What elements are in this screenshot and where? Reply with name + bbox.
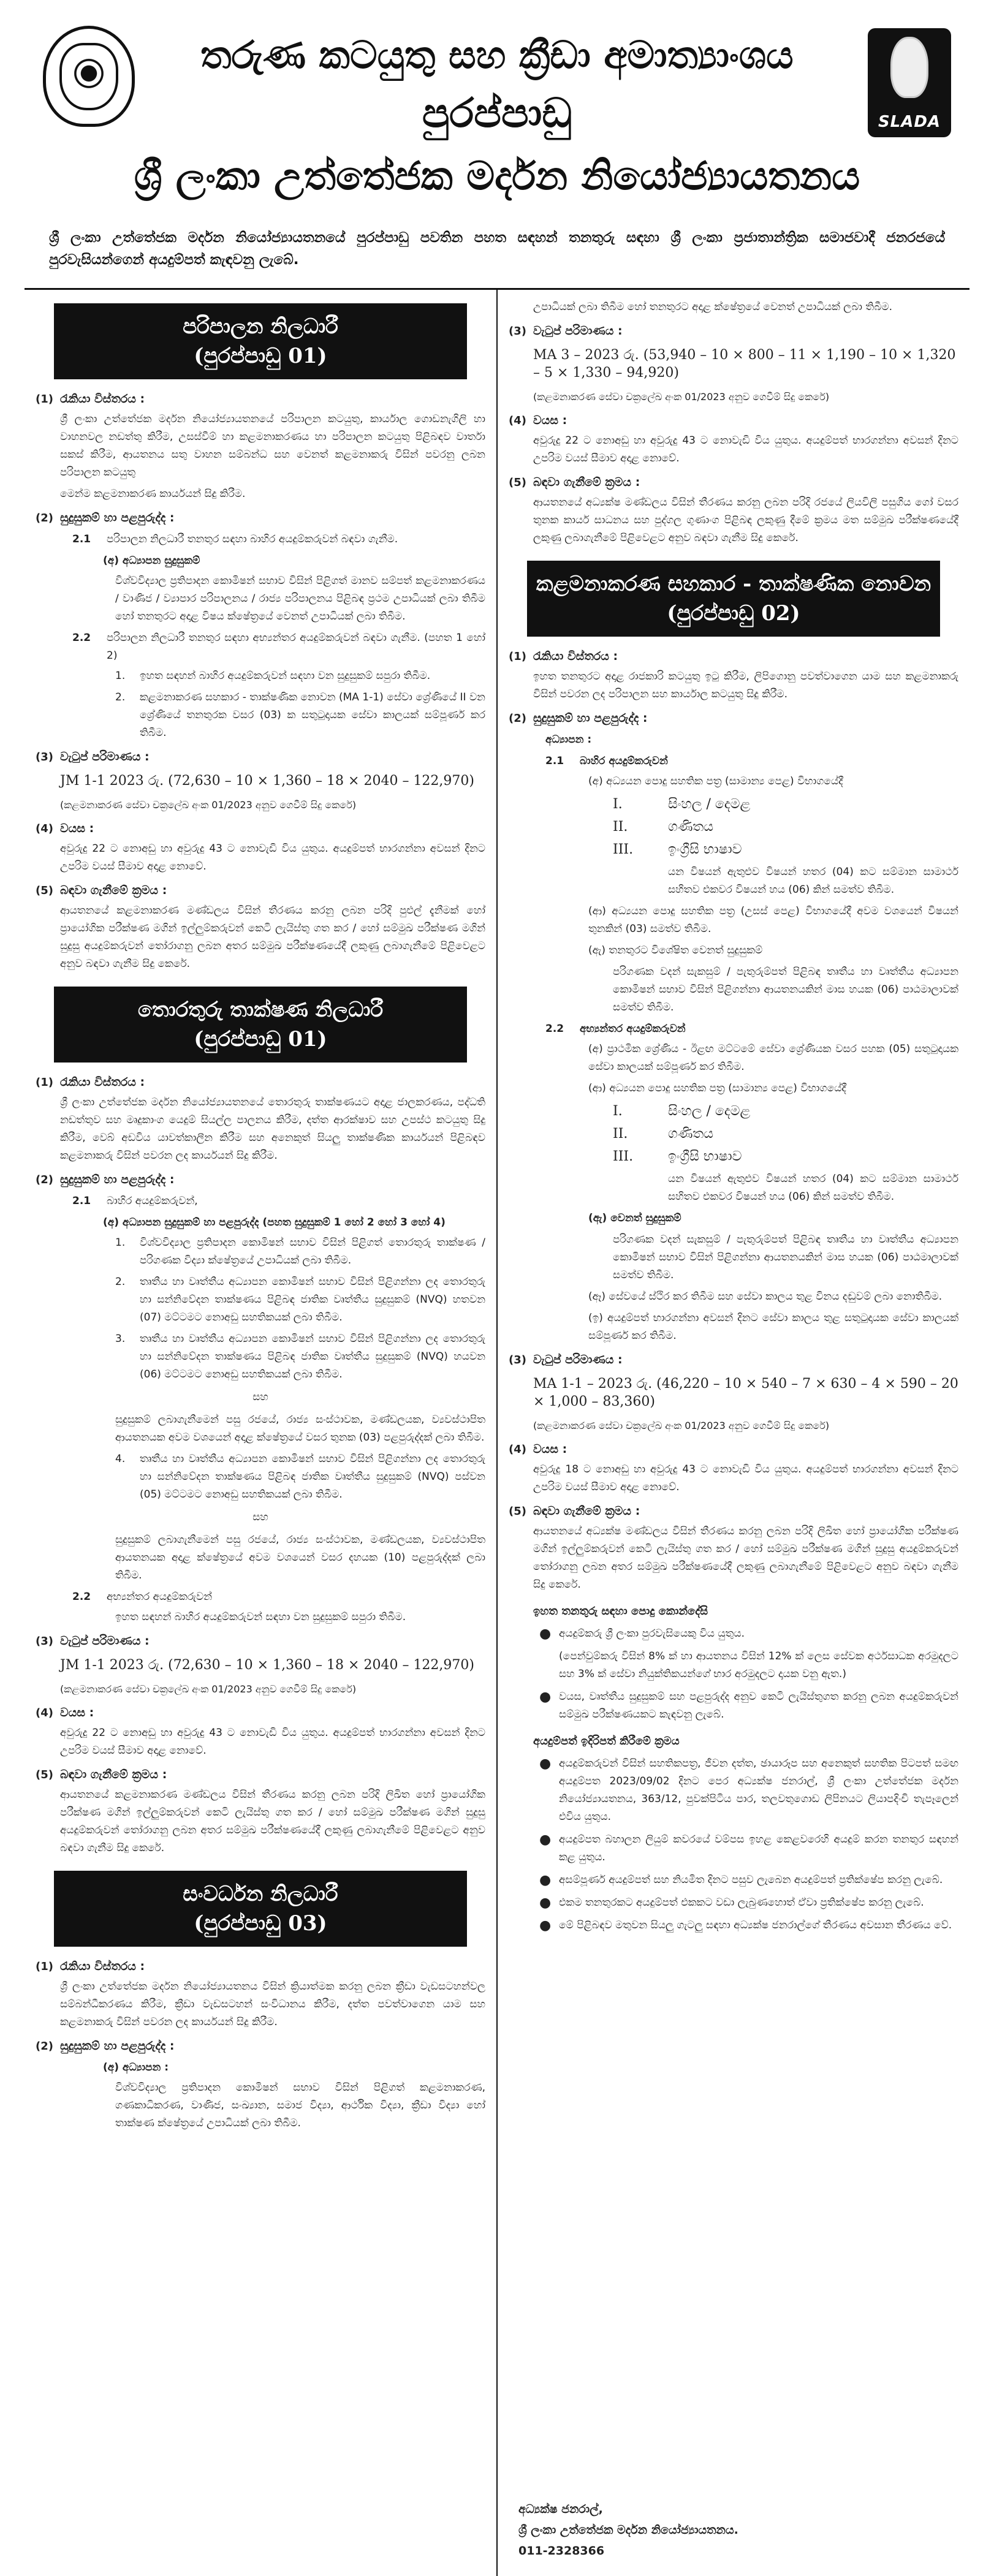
list-item	[539, 1755, 958, 1826]
section-heading	[509, 648, 958, 665]
list-number: 2.	[115, 691, 126, 703]
section-number: (1)	[509, 650, 526, 663]
section-title: රැකියා විස්තරය :	[60, 392, 145, 406]
list-number: 3.	[115, 1333, 126, 1345]
section-heading	[509, 1441, 958, 1458]
subsection-number: 2.2	[545, 1023, 564, 1035]
announcement-title: පුරප්පාඩු	[422, 89, 572, 137]
section-title: වැටුප් පරිමාණය :	[60, 750, 150, 763]
section-title: රැකියා විස්තරය :	[533, 650, 618, 663]
section-number: (4)	[509, 1443, 526, 1456]
list-item	[539, 1625, 958, 1643]
subject-name: ඉංග්‍රීසි භාෂාව	[668, 842, 742, 857]
banner-vacancies: (පුරප්පාඩු 01)	[194, 344, 327, 368]
section-heading	[36, 2037, 485, 2055]
subsection-text: බාහිර අයදුම්කරුවන්,	[107, 1195, 198, 1207]
section-number: (2)	[36, 512, 53, 525]
bullet-icon: ●	[539, 1626, 552, 1642]
subject-item	[613, 818, 958, 836]
section-heading	[36, 1074, 485, 1091]
bullet-icon: ●	[539, 1895, 552, 1911]
list-text: අයදුම්කරුවන් විසින් සහතිකපත්‍ර, ජීවන දත්ත, ඡායාරූප සහ අනෙකුත් සහතික පිටපත් සමඟ අයදුම්පත 2023/09/02 දිනට පෙර අධ්‍යක්ෂ ජනරාල්, ශ්‍රී ලංකා උත්තේජක මර්දන නියෝජ්‍යායතනය, 363/12, පුවක්පිටිය පාර, තලවතුගොඩ ලිපිනයට ලියාපදිංචි තැපෑලෙන් එවිය යුතුය.	[559, 1757, 958, 1823]
subject-item	[613, 795, 958, 813]
item-label: (අ) අධ්‍යාපන සුදුසුකම් හා පළපුරුද්ද (පහත සුදුසුකම් 1 හෝ 2 හෝ 3 හෝ 4)	[103, 1216, 446, 1229]
bullet-icon: ●	[539, 1918, 552, 1933]
paragraph: ආයතනයේ අධ්‍යක්ෂ මණ්ඩලය විසින් තීරණය කරනු ලබන පරිදි රජයේ ලියවිලි පසුගිය ගෝ වසර තුනක කාර්ය සාධනය සහ පුද්ගල ගුණාංග පිළිබඳ ලකුණු දීමේ ක්‍රමය මත සම්මුඛ පරීක්ෂණයේදී ලකුණු ලබාගැනීමේ පිළිවෙළට අනුව බඳවා ගැනීම සිදු කෙරේ.	[533, 496, 958, 544]
section-title: බඳවා ගැනීමේ ක්‍රමය :	[533, 1504, 640, 1518]
subsection-text: අභ්‍යන්තර අයදුම්කරුවන්	[580, 1023, 686, 1035]
subject-item	[613, 841, 958, 858]
section-title: වයස :	[533, 414, 567, 427]
list-text: තෘතීය හා වෘත්තීය අධ්‍යාපන කොමිෂන් සභාව විසින් පිළිගන්නා ලද තොරතුරු හා සන්නිවේදන තාක්ෂණය පිළිබඳ ජාතික වෘත්තීය සුදුසුකම් (NVQ) හයවන (06) මට්ටමට නොඅඩු සහතිකයක් ලබා තිබීම.	[140, 1333, 485, 1381]
list-text: මේ පිළිබඳව මතුවන සියලු ගැටලු සඳහා අධ්‍යක්ෂ ජනරාල්ගේ තීරණය අවසාන තීරණය වේ.	[559, 1919, 952, 1931]
section-title: සුදුසුකම් හා පළපුරුද්ද :	[60, 2039, 175, 2053]
section-title: වැටුප් පරිමාණය :	[533, 1353, 623, 1366]
item-text: (ඉ) අයදුම්පත් භාරගන්නා අවසන් දිනට සේවා කාලය තුළ සතුටුදායක සේවා කාලයක් සම්පූර්ණ කර තිබීම.	[588, 1312, 958, 1342]
salary-scale: MA 3 – 2023 රු. (53,940 – 10 × 800 – 11 × 1,190 – 10 × 1,320 – 5 × 1,330 – 94,920)	[533, 347, 956, 381]
subject-number: III.	[613, 1149, 634, 1164]
banner-vacancies: (පුරප්පාඩු 03)	[194, 1911, 327, 1936]
list-text: තෘතීය හා වෘත්තීය අධ්‍යාපන කොමිෂන් සභාව විසින් පිළිගන්නා ලද තොරතුරු හා සන්නිවේදන තාක්ෂණය පිළිබඳ ජාතික වෘත්තීය සුදුසුකම් (NVQ) පස්වන (05) මට්ටමට නොඅඩු සහතිකයක් ලබා තිබීම.	[140, 1453, 485, 1501]
header	[25, 15, 969, 217]
paragraph: අවුරුදු 22 ට නොඅඩු හා අවුරුදු 43 ට නොවැඩි විය යුතුය. අයදුම්පත් භාරගන්නා අවසන් දිනට උපරිම වයස් සීමාව අදාළ නොවේ.	[60, 843, 485, 873]
signature-block	[518, 2499, 738, 2561]
salary-note: (කළමනාකරණ සේවා චක්‍රලේඛ අංක 01/2023 අනුව ගෙවීම් සිදු කෙරේ)	[60, 1683, 357, 1695]
section-number: (5)	[36, 884, 53, 897]
salary-note: (කළමනාකරණ සේවා චක්‍රලේඛ අංක 01/2023 අනුව ගෙවීම් සිදු කෙරේ)	[533, 1420, 830, 1431]
section-title: වැටුප් පරිමාණය :	[60, 1634, 150, 1648]
signatory-org: ශ්‍රී ලංකා උත්තේජක මර්දන නියෝජ්‍යායතනය.	[518, 2523, 738, 2537]
list-number: 1.	[115, 1237, 126, 1249]
slada-figure-icon	[890, 37, 928, 98]
list-item	[115, 1330, 485, 1384]
post-banner-management-assistant	[527, 561, 940, 637]
section-heading	[509, 1351, 958, 1369]
salary-scale: JM 1-1 2023 රු. (72,630 – 10 × 1,360 – 18 × 2040 – 122,970)	[60, 773, 474, 789]
section-heading	[36, 509, 485, 527]
salary-scale: MA 1-1 – 2023 රු. (46,220 – 10 × 540 – 7 × 630 – 4 × 590 – 20 × 1,000 – 83,360)	[533, 1376, 958, 1409]
intro-paragraph: ශ්‍රී ලංකා උත්තේජක මර්දන නියෝජ්‍යායතනයේ පුරප්පාඩු පවතින පහත සඳහන් තනතුරු සඳහා ශ්‍රී ලංකා ප්‍රජාතාන්ත්‍රික සමාජවාදී ජනරජයේ පුරවැසියන්ගෙන් අයදුම්පත් කැඳවනු ලැබේ.	[49, 230, 945, 268]
item-label: අධ්‍යාපන :	[545, 733, 592, 746]
list-text: එකම තනතුරකට අයදුම්පත් එකකට වඩා ලැබුණහොත් ඒවා ප්‍රතික්ෂේප කරනු ලැබේ.	[559, 1896, 924, 1909]
list-text: කළමනාකරණ සහකාර - තාක්ෂණික නොවන (MA 1-1) සේවා ශ්‍රේණියේ II වන ශ්‍රේණියේ තනතුරක වසර (03) ක සතුටුදායක සේවා කාලයක් සම්පූර්ණ කර තිබීම.	[140, 691, 485, 739]
list-text: (පෙන්වුම්කරු විසින් 8% ක් හා ආයතනය විසින් 12% ක් ලෙස සේවක අර්ථසාධක අරමුදලට සහ 3% ක් සේවා නියුක්තිකයන්ගේ භාර අරමුදලට දායක වනු ඇත.)	[559, 1650, 958, 1680]
section-heading	[509, 322, 958, 340]
section-heading	[36, 390, 485, 408]
application-method-title: අයදුම්පත් ඉදිරිපත් කිරීමේ ක්‍රමය	[533, 1735, 680, 1748]
bullet-icon: ●	[539, 1832, 552, 1847]
list-item	[539, 1917, 958, 1934]
banner-title: පරිපාලන නිලධාරී	[183, 314, 338, 339]
subsection-number: 2.2	[72, 632, 91, 644]
subsection	[72, 629, 485, 665]
section-number: (3)	[509, 1354, 526, 1366]
section-heading	[509, 710, 958, 727]
section-title: රැකියා විස්තරය :	[60, 1960, 145, 1973]
list-text: අසම්පූර්ණ අයදුම්පත් සහ නියමිත දිනට පසුව ලැබෙන අයදුම්පත් ප්‍රතික්ෂේප කරනු ලැබේ.	[559, 1874, 943, 1886]
section-title: වැටුප් පරිමාණය :	[533, 324, 623, 338]
list-text: ඉහත සඳහන් බාහිර අයදුම්කරුවන් සඳහා වන සුදුසුකම් සපුරා තිබීම.	[140, 670, 431, 682]
subject-number: I.	[613, 1104, 623, 1119]
section-heading	[36, 820, 485, 838]
item-text: යන විෂයන් ඇතුළුව විෂයන් හතර (04) කට සම්මාන සාමාර්ථ සහිතව එකවර විෂයන් හය (06) කින් සමත්ව තිබීම.	[668, 866, 958, 896]
list-number: 4.	[115, 1453, 126, 1465]
subject-name: ඉංග්‍රීසි භාෂාව	[668, 1149, 742, 1164]
paragraph: ශ්‍රී ලංකා උත්තේජක මර්දන නියෝජ්‍යායතනය විසින් ක්‍රියාත්මක කරනු ලබන ක්‍රීඩා වැඩසටහන්වල සම්බන්ධීකරණය කිරීම, ක්‍රීඩා වැඩසටහන් සංවිධානය කිරීම, දත්ත පවත්වාගෙන යාම සහ කළමනාකරු විසින් පවරන ලද කාර්යයන් සිදු කිරීම.	[60, 1980, 485, 2028]
section-heading	[509, 474, 958, 491]
item-text: යන විෂයන් ඇතුළුව විෂයන් හතර (04) කට සම්මාන සාමාර්ථ සහිතව එකවර විෂයන් හය (06) කින් සමත්ව තිබීම.	[668, 1173, 958, 1203]
banner-vacancies: (පුරප්පාඩු 01)	[194, 1027, 327, 1051]
salary-note: (කළමනාකරණ සේවා චක්‍රලේඛ අංක 01/2023 අනුව ගෙවීම් සිදු කෙරේ)	[533, 391, 830, 403]
section-title: රැකියා විස්තරය :	[60, 1075, 145, 1089]
list-item	[115, 1273, 485, 1327]
post-banner-development-officer	[54, 1871, 467, 1947]
section-number: (4)	[509, 414, 526, 427]
section-title: වයස :	[60, 1706, 94, 1719]
subsection-number: 2.1	[72, 1195, 91, 1207]
subsection-text: අභ්‍යන්තර අයදුම්කරුවන්	[107, 1591, 213, 1603]
section-title: බඳවා ගැනීමේ ක්‍රමය :	[533, 475, 640, 489]
paragraph: ආයතනයේ කළමනාකරණ මණ්ඩලය විසින් තීරණය කරනු ලබන පරිදි පුළුල් දැනීමක් හෝ ප්‍රායෝගික පරීක්ෂණ මගින් ඉල්ලුම්කරුවන් කෙටි ලැයිස්තු ගත කර / හෝ සම්මුඛ පරීක්ෂණ මගින් සුදුසු අයදුම්කරුවන් තෝරාගනු ලබන අතර සම්මුඛ පරීක්ෂණයේදී ලකුණු ලබාගැනීමේ පිළිවෙළට අනුව බඳවා ගැනීම සිදු කෙරේ.	[60, 904, 485, 970]
paragraph: ආයතනයේ අධ්‍යක්ෂ මණ්ඩලය විසින් තීරණය කරනු ලබන පරිදි ලිඛිත හෝ ප්‍රායෝගික පරීක්ෂණ මගින් ඉල්ලුම්කරුවන් කෙටි ලැයිස්තු ගත කර / හෝ සම්මුඛ පරීක්ෂණ මගින් සුදුසු අයදුම්කරුවන් තෝරාගනු ලබන අතර සම්මුඛ පරීක්ෂණයේදී ලකුණු ලබාගැනීමේ පිළිවෙළට අනුව බඳවා ගැනීම සිදු කෙරේ.	[533, 1525, 958, 1591]
subject-number: II.	[613, 819, 628, 835]
subject-number: I.	[613, 797, 623, 812]
item-text: (ඈ) සේවයේ ස්ථිර කර තිබීම සහ සේවා කාලය තුළ විනය දඬුවම් ලබා නොතිබීම.	[588, 1290, 943, 1303]
bullet-icon	[539, 1648, 559, 1683]
post-banner-admin-officer	[54, 303, 467, 379]
item-label: (අ) අධ්‍යාපන සුදුසුකම්	[103, 555, 200, 567]
item-text: (ආ) අධ්‍යයන පොදු සහතික පත්‍ර (උසස් පෙළ) විභාගයේදී අවම වශයෙන් විෂයන් තුනකින් (03) සමත්ව තිබීම.	[588, 905, 958, 935]
section-number: (1)	[36, 1960, 53, 1973]
section-title: සුදුසුකම් හා පළපුරුද්ද :	[60, 511, 175, 525]
section-title: සුදුසුකම් හා පළපුරුද්ද :	[60, 1173, 175, 1186]
section-heading	[36, 748, 485, 766]
phone-number: 011-2328366	[518, 2544, 605, 2558]
list-item	[115, 689, 485, 742]
list-item	[539, 1871, 958, 1889]
section-heading	[509, 1502, 958, 1520]
section-number: (5)	[509, 1505, 526, 1518]
bullet-icon: ●	[539, 1873, 552, 1888]
subsection	[545, 1020, 958, 1038]
subject-item	[613, 1125, 958, 1143]
subsection-number: 2.1	[72, 533, 91, 545]
salary-scale: JM 1-1 2023 රු. (72,630 – 10 × 1,360 – 18 × 2040 – 122,970)	[60, 1657, 474, 1673]
subject-name: ගණිතය	[668, 819, 714, 835]
paragraph: අවුරුදු 22 ට නොඅඩු හා අවුරුදු 43 ට නොවැඩි විය යුතුය. අයදුම්පත් භාරගන්නා අවසන් දිනට උපරිම වයස් සීමාව අදාළ නොවේ.	[60, 1727, 485, 1757]
item-label: (අ) අධ්‍යාපන :	[103, 2061, 169, 2074]
subject-number: II.	[613, 1126, 628, 1142]
section-title: වයස :	[60, 822, 94, 835]
subject-name: ගණිතය	[668, 1126, 714, 1142]
section-title: සුදුසුකම් හා පළපුරුද්ද :	[533, 711, 648, 725]
item-text: සුදුසුකම් ලබාගැනීමෙන් පසු රජයේ, රාජ්‍ය සංස්ථාවක, මණ්ඩලයක, ව්‍යවස්ථාපිත ආයතනයක අවම වශයෙන් අදාළ ක්ෂේත්‍රයේ වසර තුනක (03) පළපුරුද්දක් ලබා තිබීම.	[115, 1414, 485, 1444]
subsection-text: පරිපාලන නිලධාරී තනතුර සඳහා බාහිර අයදුම්කරුවන් බඳවා ගැනීම.	[107, 533, 398, 545]
section-heading	[36, 882, 485, 900]
section-title: බඳවා ගැනීමේ ක්‍රමය :	[60, 884, 167, 897]
section-heading	[509, 412, 958, 430]
sri-lanka-emblem-icon	[43, 26, 135, 127]
list-item	[539, 1831, 958, 1866]
salary-note: (කළමනාකරණ සේවා චක්‍රලේඛ අංක 01/2023 අනුව ගෙවීම් සිදු කෙරේ)	[60, 799, 357, 811]
paragraph: ඉහත තනතුරට අදාළ රාජකාරි කටයුතු ඉටු කිරීම, ලිපිගොනු පවත්වාගෙන යාම සහ කළමනාකරු විසින් පවරන ලද පරිපාලන සහ කාර්යාල කටයුතු සිදු කිරීම.	[533, 670, 958, 700]
list-item	[115, 1234, 485, 1270]
list-text: තෘතීය හා වෘත්තීය අධ්‍යාපන කොමිෂන් සභාව විසින් පිළිගන්නා ලද තොරතුරු හා සන්නිවේදන තාක්ෂණය පිළිබඳ ජාතික වෘත්තීය සුදුසුකම් (NVQ) හතවන (07) මට්ටමට නොඅඩු සහතිකයක් ලබා තිබීම.	[140, 1276, 485, 1324]
slada-logo	[868, 28, 951, 137]
item-text: සුදුසුකම් ලබාගැනීමෙන් පසු රජයේ, රාජ්‍ය සංස්ථාවක, මණ්ඩලයක, ව්‍යවස්ථාපිත ආයතනයක අදාළ ක්ෂේත්‍රයේ අවම වශයෙන් වසර දහයක (10) පළපුරුද්දක් ලබා තිබීම.	[115, 1534, 485, 1582]
item-text: (අ) අධ්‍යයන පොදු සහතික පත්‍ර (සාමාන්‍ය පෙළ) විභාගයේදී	[588, 775, 843, 787]
subject-name: සිංහල / දෙමළ	[668, 797, 751, 812]
subject-number: III.	[613, 842, 634, 857]
subsection-text: බාහිර අයදුම්කරුවන්	[580, 755, 668, 767]
section-number: (1)	[36, 393, 53, 406]
banner-title: සංවර්ධන නිලධාරී	[183, 1882, 338, 1906]
section-heading	[36, 1171, 485, 1189]
subsection-text: පරිපාලන නිලධාරී තනතුර සඳහා අභ්‍යන්තර අයදුම්කරුවන් බඳවා ගැනීම. (පහත 1 හෝ 2)	[107, 632, 485, 662]
list-text: විශ්වවිද්‍යාල ප්‍රතිපාදන කොමිෂන් සභාව විසින් පිළිගත් තොරතුරු තාක්ෂණ / පරිගණක විද්‍යා ක්ෂේත්‍රයේ උපාධියක් ලබා තිබීම.	[140, 1237, 485, 1267]
subsection	[545, 752, 958, 770]
post-banner-it-officer	[54, 987, 467, 1063]
section-heading	[36, 1704, 485, 1722]
item-text: (ඇ) තනතුරට විශේෂිත වෙනත් සුදුසුකම්	[588, 944, 763, 957]
section-number: (4)	[36, 1707, 53, 1719]
section-heading	[36, 1766, 485, 1784]
emblem-inner	[59, 43, 118, 110]
item-text: විශ්වවිද්‍යාල ප්‍රතිපාදන කොමිෂන් සභාව විසින් පිළිගත් මානව සම්පත් කළමනාකරණය / වාණිජ / ව්‍යාපාර පරිපාලනය / රාජ්‍ය පරිපාලනය පිළිබඳ ප්‍රථම උපාධියක් ලබා තිබීම හෝ තනතුරට අදාළ විෂය ක්ෂේත්‍රයේ වෙනත් උපාධියක් ලබා තිබීම.	[115, 575, 485, 623]
list-item	[539, 1648, 958, 1683]
section-number: (2)	[509, 712, 526, 725]
list-text: වයස, වෘත්තීය සුදුසුකම් සහ පළපුරුද්ද අනුව කෙටි ලැයිස්තුගත කරනු ලබන අයදුම්කරුවන් සම්මුඛ පරීක්ෂණයකට කැඳවනු ලැබේ.	[559, 1691, 958, 1721]
paragraph: අවුරුදු 18 ට නොඅඩු හා අවුරුදු 43 ට නොවැඩි විය යුතුය. අයදුම්පත් භාරගන්නා අවසන් දිනට උපරිම වයස් සීමාව අදාළ නොවේ.	[533, 1463, 958, 1493]
banner-vacancies: (පුරප්පාඩු 02)	[667, 601, 800, 626]
subsection-number: 2.2	[72, 1591, 91, 1603]
paragraph: ආයතනයේ කළමනාකරණ මණ්ඩලය විසින් තීරණය කරනු ලබන පරිදි ලිඛිත හෝ ප්‍රායෝගික පරීක්ෂණ මගින් ඉල්ලුම්කරුවන් කෙටි ලැයිස්තු ගත කර / හෝ සම්මුඛ පරීක්ෂණ මගින් සුදුසු අයදුම්කරුවන් තෝරාගනු ලබන අතර සම්මුඛ පරීක්ෂණයේදී ලකුණු ලබාගැනීමේ පිළිවෙළට අනුව බඳවා ගැනීම සිදු කෙරේ.	[60, 1789, 485, 1854]
list-item	[539, 1894, 958, 1912]
section-number: (2)	[36, 2040, 53, 2053]
section-number: (2)	[36, 1173, 53, 1186]
section-number: (3)	[509, 325, 526, 338]
paragraph: උපාධියක් ලබා තිබීම හෝ තනතුරට අදාළ ක්ෂේත්‍රයේ වෙනත් උපාධියක් ලබා තිබීම.	[533, 301, 892, 313]
subject-item	[613, 1148, 958, 1165]
subsection	[72, 1192, 485, 1210]
section-number: (3)	[36, 1635, 53, 1648]
right-column	[498, 290, 969, 2576]
subsection	[72, 1588, 485, 1606]
item-label: (ඇ) වෙනත් සුදුසුකම්	[588, 1212, 681, 1224]
section-title: බඳවා ගැනීමේ ක්‍රමය :	[60, 1768, 167, 1781]
list-item	[539, 1688, 958, 1724]
conjunction: සහ	[252, 1391, 268, 1403]
section-number: (1)	[36, 1076, 53, 1089]
list-item	[115, 667, 485, 685]
subject-item	[613, 1102, 958, 1120]
columns	[25, 288, 969, 2576]
bullet-icon: ●	[539, 1756, 552, 1771]
list-item	[115, 1450, 485, 1504]
banner-title: කළමනාකරණ සහකාර - තාක්ෂණික නොවන	[536, 572, 931, 596]
section-title: වයස :	[533, 1442, 567, 1456]
ministry-title: තරුණ කටයුතු සහ ක්‍රීඩා අමාත්‍යාංශය	[200, 32, 794, 77]
paragraph: මෙන්ම කළමනාකරණ කාර්යයන් සිදු කිරීම.	[60, 488, 246, 500]
item-text: පරිගණක වදන් සැකසුම් / පැතුරුම්පත් පිළිබඳ තෘතීය හා වෘත්තීය අධ්‍යාපන කොමිෂන් සභාව විසින් පිළිගන්නා ආයතනයකින් මාස හයක (06) පාඨමාලාවක් සමත්ව තිබීම.	[613, 966, 958, 1013]
subsection-number: 2.1	[545, 755, 564, 767]
section-number: (3)	[36, 751, 53, 763]
slada-logo-text: SLADA	[878, 113, 941, 131]
section-number: (5)	[36, 1768, 53, 1781]
general-conditions-title: ඉහත තනතුරු සඳහා පොදු කොන්දේසි	[533, 1605, 708, 1618]
bullet-icon: ●	[539, 1689, 552, 1705]
item-text: ඉහත සඳහන් බාහිර අයදුම්කරුවන් සඳහා වන සුදුසුකම් සපුරා තිබීම.	[115, 1611, 406, 1623]
paragraph: ශ්‍රී ලංකා උත්තේජක මර්දන නියෝජ්‍යායතනයේ තොරතුරු තාක්ෂණයට අදාළ ජාලකරණය, පද්ධති නඩත්තුව සහ මෘදුකාංග යෙදුම් සියල්ල පාලනය කිරීම, දත්ත ආරක්ෂාව සහ උපස්ථ කටයුතු සිදු කිරීම, වෙබ් අඩවිය යාවත්කාලීන කිරීම සහ අනෙකුත් සියලු තාක්ෂණික කාර්යයන් පිළිබඳව කළමනාකරු විසින් පවරන ලද කාර්යයන් සිදු කිරීම.	[60, 1096, 485, 1162]
list-text: අයදුම්පත බහාලන ලියුම් කවරයේ වම්පස ඉහළ කෙළවරෙහි අයදුම් කරන තනතුර සඳහන් කළ යුතුය.	[559, 1833, 958, 1863]
item-text: (ආ) අධ්‍යයන පොදු සහතික පත්‍ර (සාමාන්‍ය පෙළ) විභාගයේදී	[588, 1082, 846, 1094]
paragraph: අවුරුදු 22 ට නොඅඩු හා අවුරුදු 43 ට නොවැඩි විය යුතුය. අයදුම්පත් භාරගන්නා අවසන් දිනට උපරිම වයස් සීමාව අදාළ නොවේ.	[533, 434, 958, 464]
left-column	[25, 290, 498, 2576]
list-number: 2.	[115, 1276, 126, 1288]
signatory-title: අධ්‍යක්ෂ ජනරාල්,	[518, 2502, 603, 2516]
section-heading	[36, 1632, 485, 1650]
item-text: පරිගණක වදන් සැකසුම් / පැතුරුම්පත් පිළිබඳ තෘතීය හා වෘත්තීය අධ්‍යාපන කොමිෂන් සභාව විසින් පිළිගන්නා ආයතනයකින් මාස හයක (06) පාඨමාලාවක් සමත්ව තිබීම.	[613, 1233, 958, 1281]
list-text: අයදුම්කරු ශ්‍රී ලංකා පුරවැසියෙකු විය යුතුය.	[559, 1627, 745, 1640]
list-number: 1.	[115, 670, 126, 682]
banner-title: තොරතුරු තාක්ෂණ නිලධාරී	[137, 998, 384, 1022]
item-text: විශ්වවිද්‍යාල ප්‍රතිපාදන කොමිෂන් සභාව විසින් පිළිගත් කළමනාකරණ, ගණකාධිකරණ, වාණිජ, සංඛ්‍යාන, සමාජ විද්‍යා, ආර්ථික විද්‍යා, ක්‍රීඩා විද්‍යා හෝ තාක්ෂණ ක්ෂේත්‍රයේ උපාධියක් ලබා තිබීම.	[115, 2082, 485, 2129]
conjunction: සහ	[252, 1511, 268, 1523]
subject-name: සිංහල / දෙමළ	[668, 1104, 751, 1119]
item-text: (අ) ප්‍රාථමික ශ්‍රේණිය - ඊළඟ මට්ටමේ සේවා ශ්‍රේණියක වසර පහක (05) සතුටුදායක සේවා කාලයක් සම්පූර්ණ කර තිබීම.	[588, 1043, 958, 1073]
agency-title: ශ්‍රී ලංකා උත්තේජක මර්දන නියෝජ්‍යායතනය	[134, 153, 860, 199]
paragraph: ශ්‍රී ලංකා උත්තේජක මර්දන නියෝජ්‍යායතනයේ පරිපාලන කටයුතු, කාර්යාල ගොඩනැගිලි හා වාහනවල නඩත්තු කිරීම, උසස්වීම් හා කළමනාකරණය හා පරිපාලන කටයුතු පිළිබඳව වාර්තා සකස් කිරීම, ආයතනය සතු වාහන සම්බන්ධ සහ වෙනත් කළමනාකරු විසින් පවරනු ලබන පරිපාලන කටයුතු	[60, 413, 485, 479]
section-number: (4)	[36, 822, 53, 835]
subsection	[72, 531, 485, 548]
section-heading	[36, 1958, 485, 1976]
section-number: (5)	[509, 476, 526, 489]
